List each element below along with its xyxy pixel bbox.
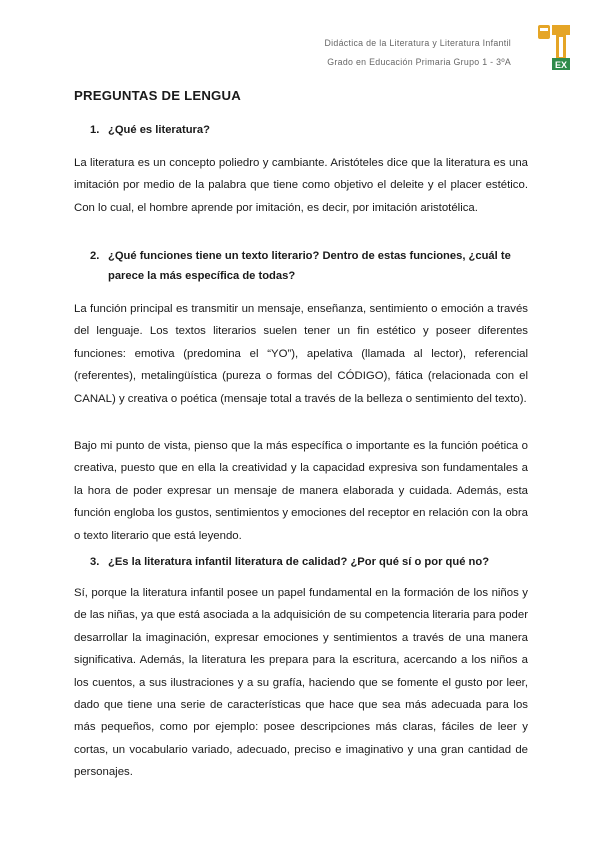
answer-paragraph: La función principal es transmitir un mensaje, enseñanza, sentimiento o emoción a través del lenguaje. Los textos literarios suelen tener un fin estético y poseer diferentes funciones: emotiva (predomina el “YO”), apelativa (llamada al lector), referencial (referentes), metalingüística (pureza o formas del CÓDIGO), fática (relacionada con el CANAL) y creativa o poética (mensaje total a través de la belleza o sentimiento del texto). bbox=[74, 303, 528, 405]
page-title: PREGUNTAS DE LENGUA bbox=[74, 88, 241, 103]
question-number: 1. bbox=[90, 124, 100, 136]
page-header bbox=[324, 34, 511, 72]
university-crest-icon bbox=[537, 24, 571, 70]
question-text: ¿Qué funciones tiene un texto literario? Dentro de estas funciones, ¿cuál te parece la más específica de todas? bbox=[108, 250, 511, 282]
answer-paragraph: Sí, porque la literatura infantil posee un papel fundamental en la formación de los niños y de las niñas, ya que está asociada a la adquisición de su competencia literaria para poder desarrollar la imaginación, expresar emociones y sentimientos a través de una manera significativa. Además, la literatura les prepara para la escritura, acercando a los niños a los cuentos, a sus ilustraciones y a su grafía, haciendo que se fomente el gusto por leer, dado que tiene una serie de características que hace que sea más adecuada para los más pequeños, como por ejemplo: posee descripciones más claras, fáciles de leer y cortas, un vocabulario variado, adecuado, preciso e imaginativo y una gran cantidad de personajes. bbox=[74, 587, 529, 779]
answer-paragraph: La literatura es un concepto poliedro y cambiante. Aristóteles dice que la literatura es una imitación por medio de la palabra que tiene como objetivo el deleite y el placer estético. Con lo cual, el hombre aprende por imitación, es decir, por imitación aristotélica. bbox=[74, 157, 528, 214]
question-2 bbox=[90, 246, 528, 286]
answer-paragraph: Bajo mi punto de vista, pienso que la más específica o importante es la función poética o creativa, puesto que en ella la creatividad y la capacidad expresiva son fundamentales a la hora de poder expresar un mensaje de manera elaborada y cuidada. Además, esta función engloba los gustos, sentimientos y emociones del receptor en relación con la obra o texto literario que está leyendo. bbox=[74, 440, 528, 542]
question-3 bbox=[90, 552, 528, 572]
question-1 bbox=[90, 120, 528, 140]
question-text: ¿Es la literatura infantil literatura de calidad? ¿Por qué sí o por qué no? bbox=[108, 556, 490, 568]
question-number: 2. bbox=[90, 250, 100, 262]
question-number: 3. bbox=[90, 556, 100, 568]
header-degree-group: Grado en Educación Primaria Grupo 1 - 3ºA bbox=[327, 57, 511, 67]
logo-text: EX bbox=[554, 60, 568, 70]
question-text: ¿Qué es literatura? bbox=[108, 124, 210, 136]
header-course-title: Didáctica de la Literatura y Literatura Infantil bbox=[324, 38, 511, 48]
